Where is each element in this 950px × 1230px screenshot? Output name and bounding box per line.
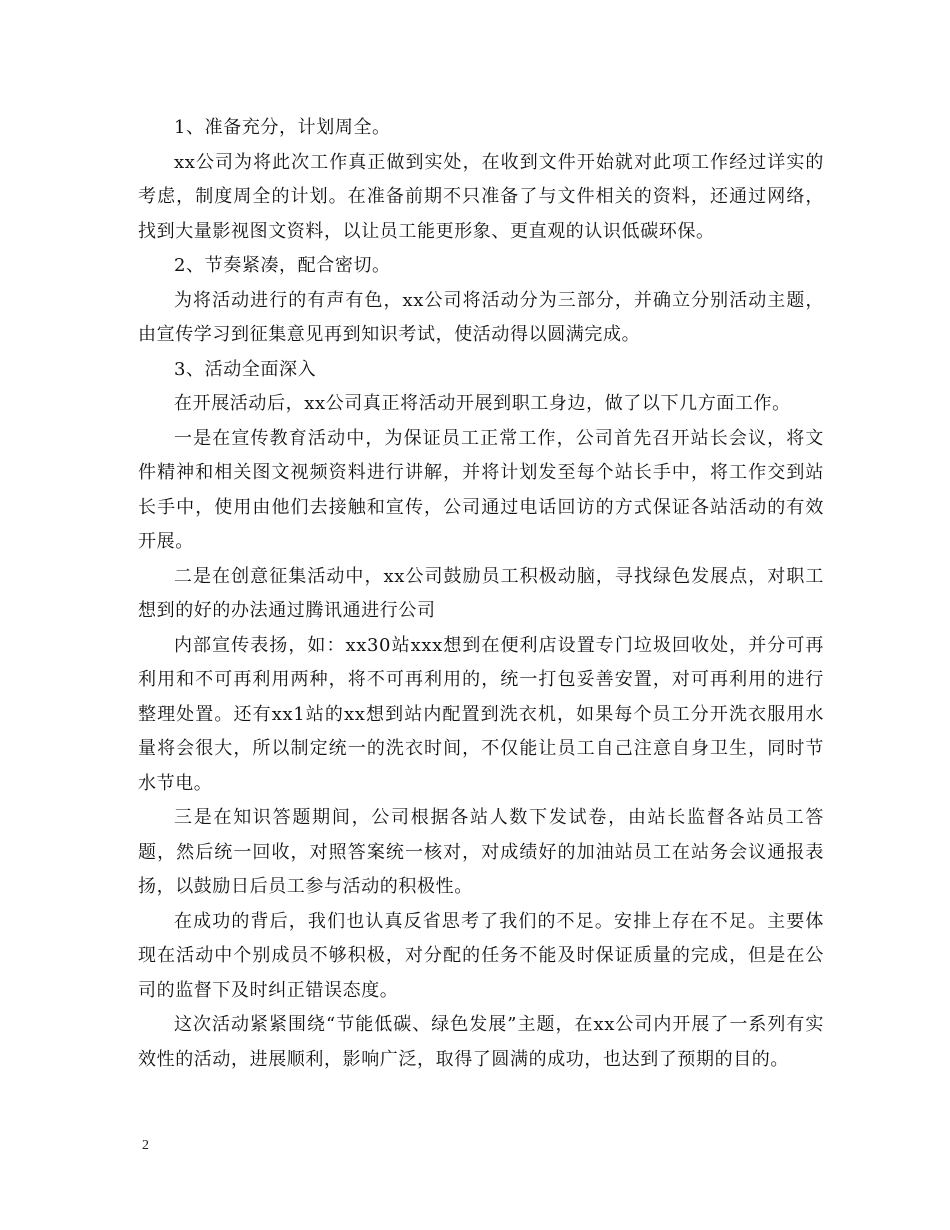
- heading-rhythm: 2、节奏紧凑，配合密切。: [174, 255, 391, 276]
- heading-preparation: 1、准备充分，计划周全。: [174, 117, 391, 138]
- paragraph-rhythm: 为将活动进行的有声有色，xx公司将活动分为三部分，并确立分别活动主题，由宣传学习到征集意见再到知识考试，使活动得以圆满完成。: [138, 289, 824, 345]
- paragraph-publicity-education: 一是在宣传教育活动中，为保证员工正常工作，公司首先召开站长会议，将文件精神和相关图文视频资料进行讲解，并将计划发至每个站长手中，将工作交到站长手中，使用由他们去接触和宣传，公司通过电话回访的方式保证各站活动的有效开展。: [138, 427, 824, 552]
- paragraph-conclusion: 这次活动紧紧围绕“节能低碳、绿色发展”主题，在xx公司内开展了一系列有实效性的活动，进展顺利，影响广泛，取得了圆满的成功，也达到了预期的目的。: [138, 1014, 824, 1070]
- paragraph-knowledge-quiz: 三是在知识答题期间，公司根据各站人数下发试卷，由站长监督各站员工答题，然后统一回收，对照答案统一核对，对成绩好的加油站员工在站务会议通报表扬，以鼓励日后员工参与活动的积极性。: [138, 807, 824, 897]
- paragraph-idea-collection: 二是在创意征集活动中，xx公司鼓励员工积极动脑，寻找绿色发展点，对职工想到的好的办法通过腾讯通进行公司: [138, 565, 824, 621]
- paragraph-shortcomings: 在成功的背后，我们也认真反省思考了我们的不足。安排上存在不足。主要体现在活动中个别成员不够积极，对分配的任务不能及时保证质量的完成，但是在公司的监督下及时纠正错误态度。: [138, 910, 824, 1001]
- page-number: 2: [142, 1138, 149, 1153]
- paragraph-internal-praise: 内部宣传表扬，如：xx30站xxx想到在便利店设置专门垃圾回收处，并分可再利用和不可再利用两种，将不可再利用的，统一打包妥善安置，对可再利用的进行整理处置。还有xx1站的xx想到站内配置到洗衣机，如果每个员工分开洗衣服用水量将会很大，所以制定统一的洗衣时间，不仅能让员工自己注意自身卫生，同时节水节电。: [138, 634, 824, 794]
- document-body: [138, 111, 824, 1077]
- heading-activity-depth: 3、活动全面深入: [174, 358, 317, 380]
- paragraph-activity-intro: 在开展活动后，xx公司真正将活动开展到职工身边，做了以下几方面工作。: [174, 393, 791, 414]
- paragraph-preparation: xx公司为将此次工作真正做到实处，在收到文件开始就对此项工作经过详实的考虑，制度周全的计划。在准备前期不只准备了与文件相关的资料，还通过网络，找到大量影视图文资料，以让员工能更形象、更直观的认识低碳环保。: [138, 151, 824, 242]
